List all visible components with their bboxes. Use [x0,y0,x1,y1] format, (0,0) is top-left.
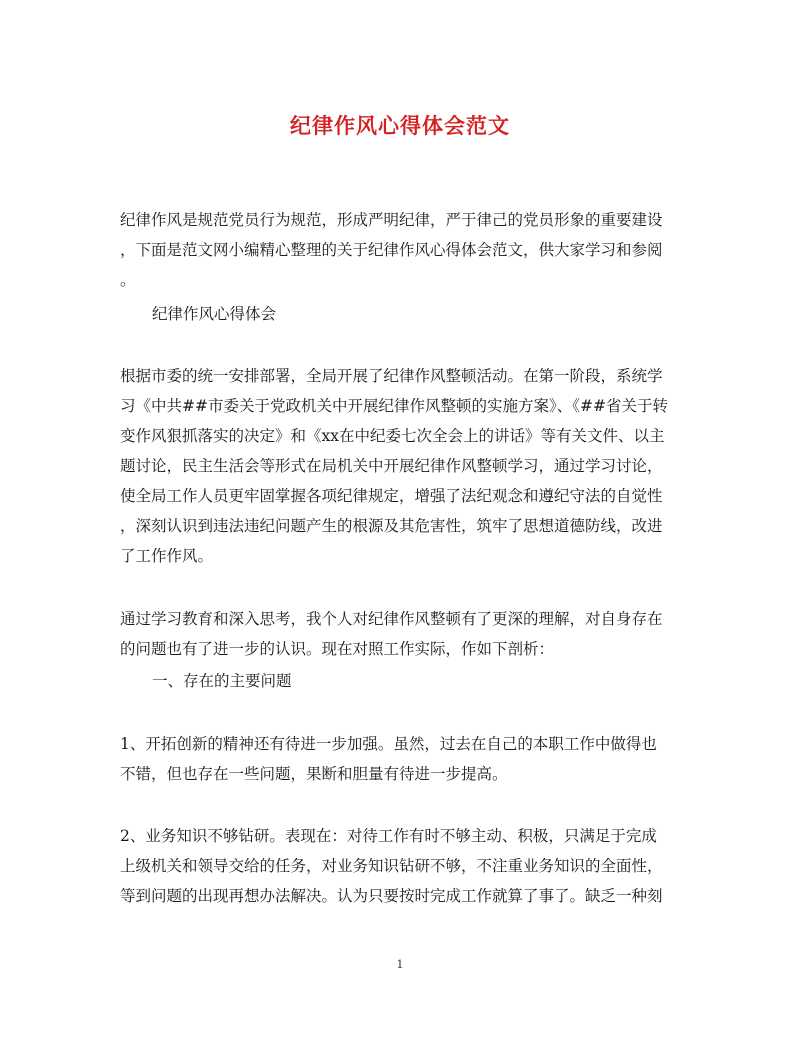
document-title: 纪律作风心得体会范文 [290,113,510,138]
paragraph-line: 不错，但也存在一些问题，果断和胆量有待进一步提高。 [120,765,508,783]
paragraph-line: ，深刻认识到违法违纪问题产生的根源及其危害性，筑牢了思想道德防线，改进 [120,517,663,535]
paragraph-line: 根据市委的统一安排部署，全局开展了纪律作风整顿活动。在第一阶段，系统学 [120,367,663,385]
paragraph-line: 1、开拓创新的精神还有待进一步加强。虽然，过去在自己的本职工作中做得也 [120,735,657,753]
intro-line: 纪律作风是规范党员行为规范，形成严明纪律，严于律己的党员形象的重要建设 [120,211,663,229]
intro-line: ，下面是范文网小编精心整理的关于纪律作风心得体会范文，供大家学习和参阅 [120,241,663,259]
page-number: 1 [396,958,404,971]
paragraph-line: 使全局工作人员更牢固掌握各项纪律规定，增强了法纪观念和遵纪守法的自觉性 [120,487,663,505]
paragraph-line: 等到问题的出现再想办法解决。认为只要按时完成工作就算了事了。缺乏一种刻 [120,887,663,905]
paragraph-line: 通过学习教育和深入思考，我个人对纪律作风整顿有了更深的理解，对自身存在 [120,610,663,628]
paragraph-line: 2、业务知识不够钻研。表现在：对待工作有时不够主动、积极，只满足于完成 [120,827,657,845]
paragraph-line: 题讨论，民主生活会等形式在局机关中开展纪律作风整顿学习，通过学习讨论， [120,457,663,475]
paragraph-line: 的问题也有了进一步的认识。现在对照工作实际，作如下剖析： [120,640,555,658]
paragraph-line: 了工作作风。 [120,547,214,565]
paragraph-line: 习《中共##市委关于党政机关中开展纪律作风整顿的实施方案》、《##省关于转 [120,397,668,415]
paragraph-line: 上级机关和领导交给的任务，对业务知识钻研不够，不注重业务知识的全面性， [120,857,663,875]
section-heading: 一、存在的主要问题 [152,672,292,690]
subtitle: 纪律作风心得体会 [152,305,277,323]
intro-line: 。 [120,271,136,289]
paragraph-line: 变作风狠抓落实的决定》和《xx在中纪委七次全会上的讲话》等有关文件、以主 [120,427,665,445]
